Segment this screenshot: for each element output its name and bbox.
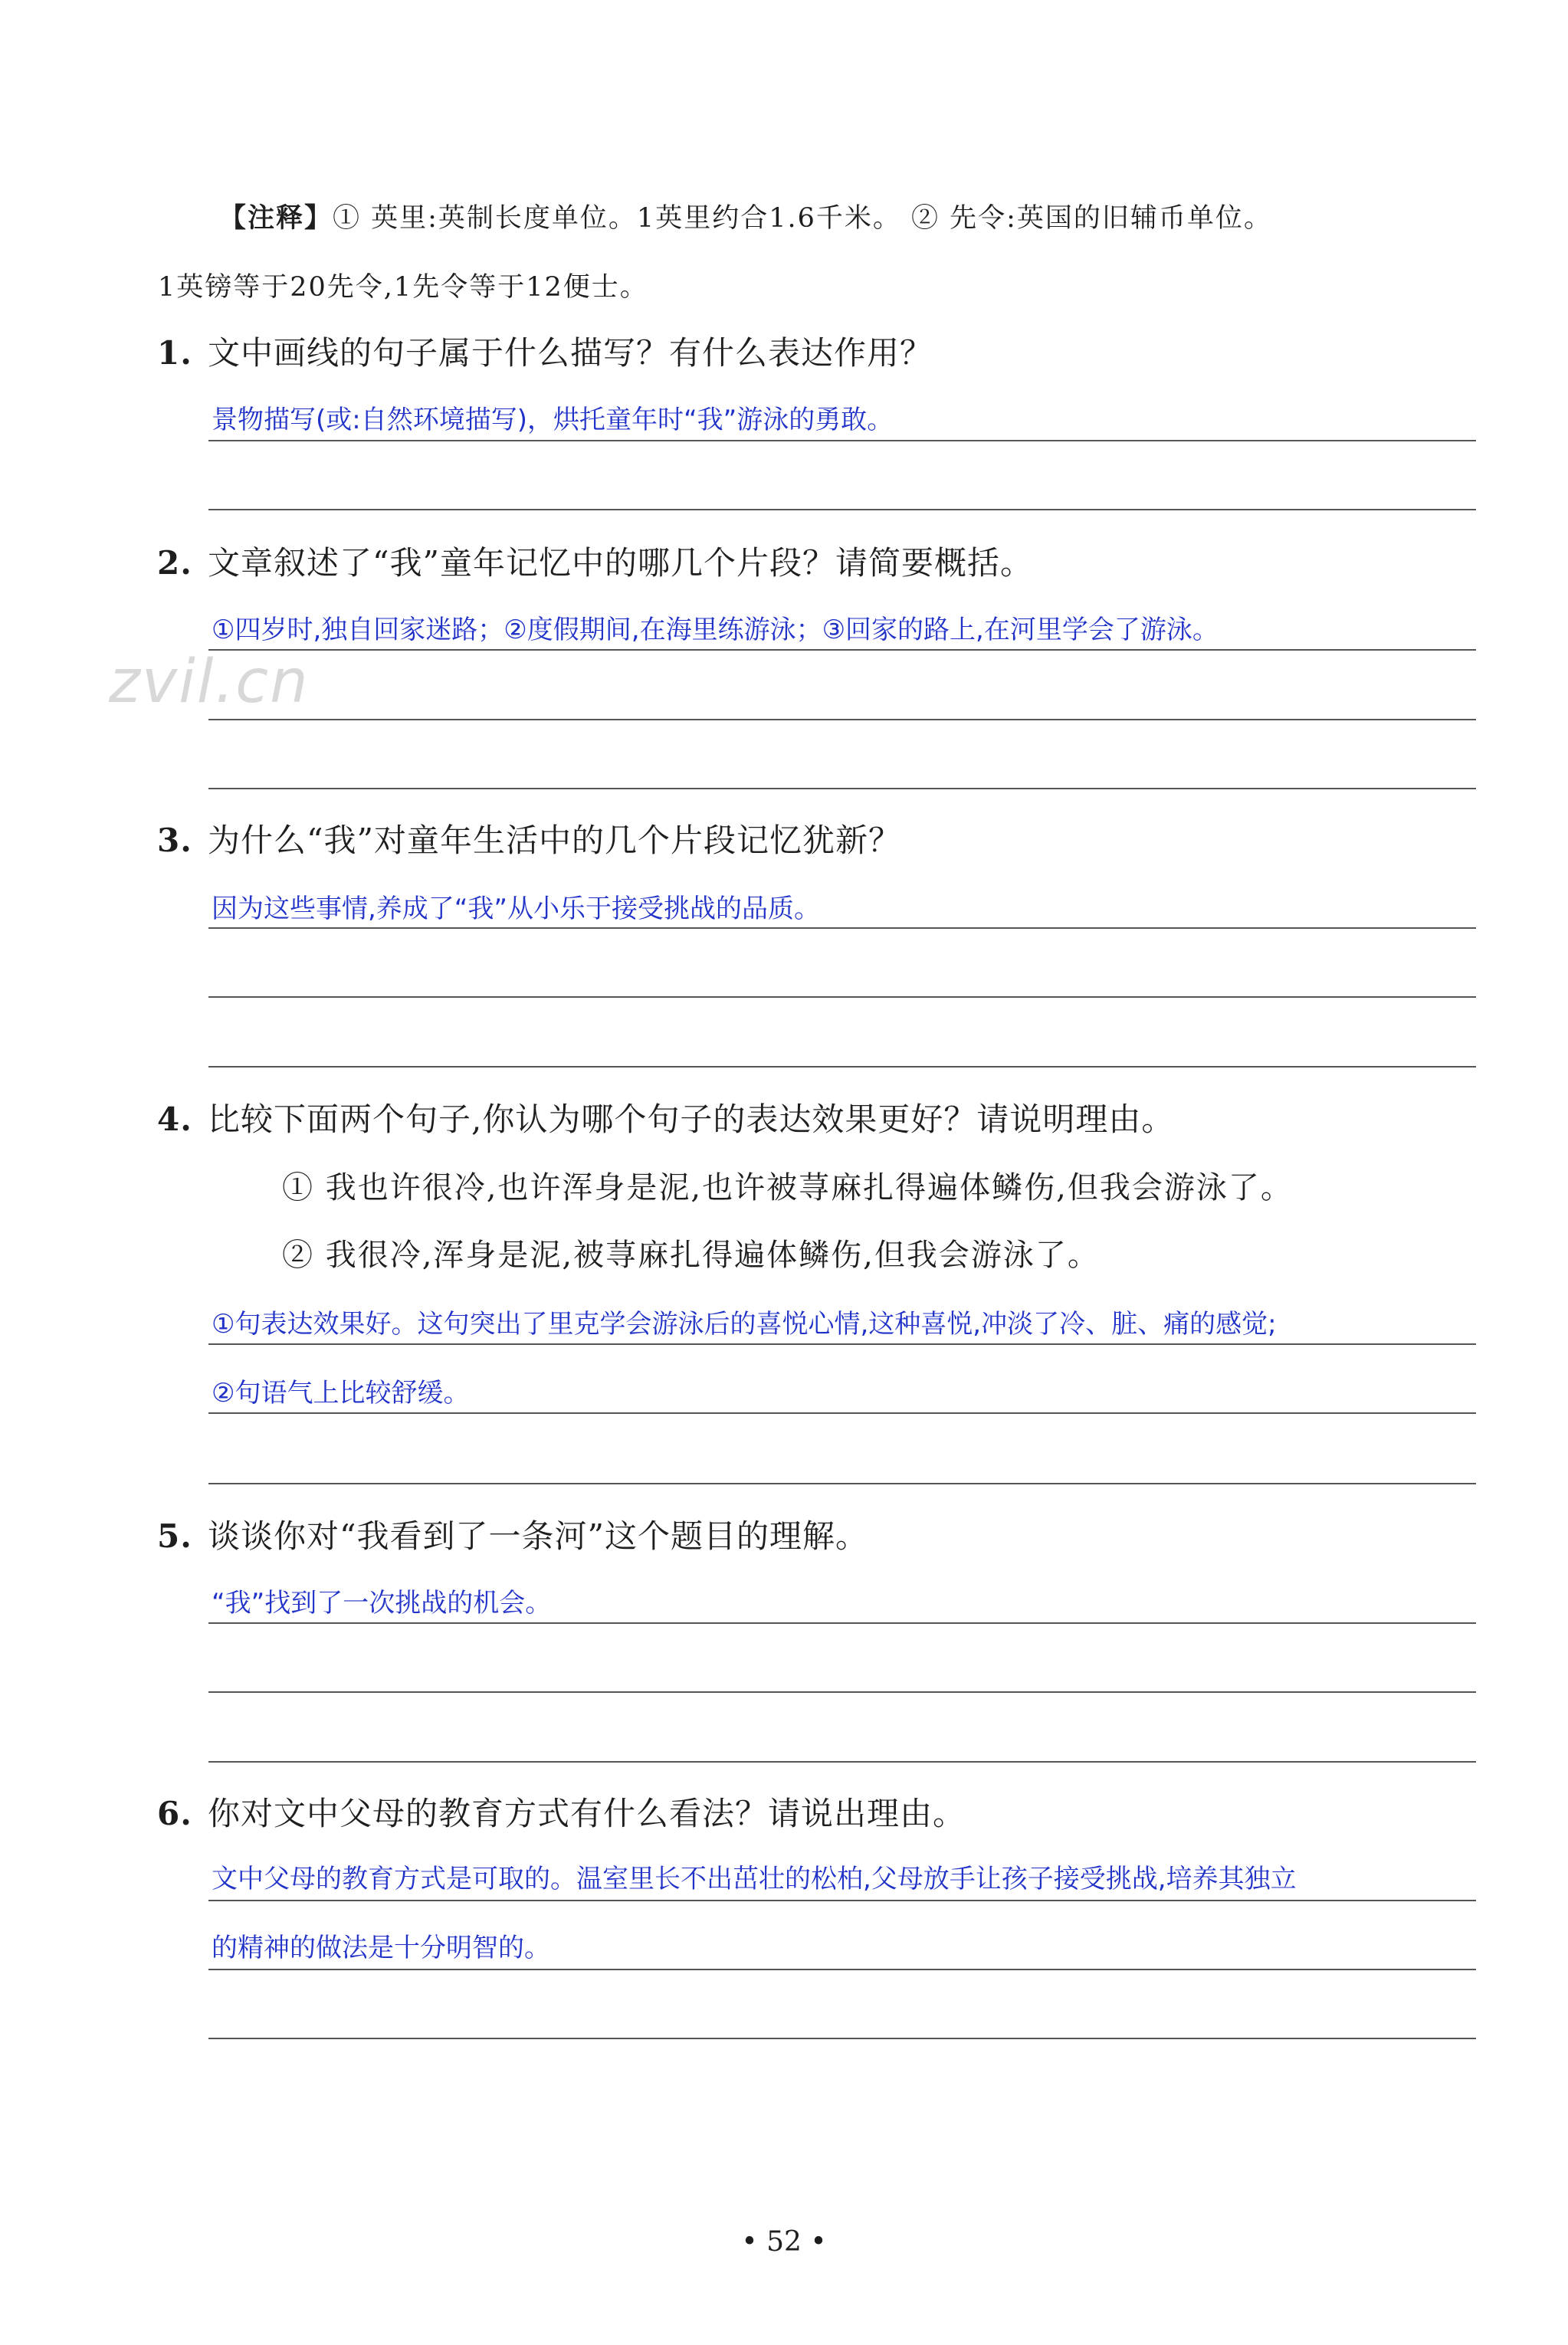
question-text: 比较下面两个句子,你认为哪个句子的表达效果更好？请说明理由。: [208, 1100, 1175, 1138]
answer-line: 景物描写(或:自然环境描写)，烘托童年时“我”游泳的勇敢。: [212, 405, 894, 435]
answer-rule: [208, 1900, 1476, 1901]
comparison-sentence-2: ② 我很冷,浑身是泥,被荨麻扎得遍体鳞伤,但我会游泳了。: [282, 1238, 1100, 1273]
question-2: [157, 538, 1033, 584]
question-text: 为什么“我”对童年生活中的几个片段记忆犹新？: [208, 822, 901, 859]
question-number: 5.: [157, 1517, 192, 1555]
answer-line: ①四岁时,独自回家迷路；②度假期间,在海里练游泳；③回家的路上,在河里学会了游泳。: [212, 615, 1219, 645]
answer-rule: [208, 1622, 1476, 1624]
question-5: [157, 1511, 868, 1557]
question-number: 6.: [157, 1795, 192, 1832]
answer-rule: [208, 719, 1476, 720]
note-line-1: ① 英里:英制长度单位。1英里约合1.6千米。 ② 先令:英国的旧辅币单位。: [333, 203, 1272, 234]
question-1: [157, 328, 933, 374]
answer-rule: [208, 1483, 1476, 1484]
answer-rule: [208, 649, 1476, 651]
note-lead: 【注释】: [219, 203, 333, 234]
question-text: 你对文中父母的教育方式有什么看法？请说出理由。: [208, 1795, 966, 1832]
answer-line: ①句表达效果好。这句突出了里克学会游泳后的喜悦心情,这种喜悦,冲淡了冷、脏、痛的感觉;: [212, 1309, 1277, 1340]
question-4: [157, 1094, 1174, 1140]
question-number: 3.: [157, 822, 192, 859]
question-text: 谈谈你对“我看到了一条河”这个题目的理解。: [208, 1517, 868, 1555]
answer-rule: [208, 927, 1476, 929]
answer-line: 因为这些事情,养成了“我”从小乐于接受挑战的品质。: [212, 894, 821, 924]
answer-rule: [208, 440, 1476, 441]
answer-rule: [208, 788, 1476, 789]
answer-rule: [208, 1969, 1476, 1970]
page-number: • 52 •: [741, 2226, 827, 2258]
annotation-note: [158, 184, 1514, 303]
answer-line: 的精神的做法是十分明智的。: [212, 1933, 550, 1963]
answer-rule: [208, 1066, 1476, 1068]
answer-rule: [208, 1343, 1476, 1345]
question-number: 4.: [157, 1100, 192, 1138]
question-6: [157, 1789, 966, 1835]
question-text: 文章叙述了“我”童年记忆中的哪几个片段？请简要概括。: [208, 544, 1033, 582]
answer-line: ②句语气上比较舒缓。: [212, 1378, 470, 1409]
question-number: 2.: [157, 544, 192, 582]
answer-rule: [208, 1691, 1476, 1693]
answer-line: “我”找到了一次挑战的机会。: [212, 1588, 552, 1619]
comparison-sentence-1: ① 我也许很冷,也许浑身是泥,也许被荨麻扎得遍体鳞伤,但我会游泳了。: [282, 1170, 1293, 1205]
question-text: 文中画线的句子属于什么描写？有什么表达作用？: [208, 334, 933, 372]
answer-rule: [208, 996, 1476, 998]
answer-rule: [208, 1761, 1476, 1763]
answer-line: 文中父母的教育方式是可取的。温室里长不出茁壮的松柏,父母放手让孩子接受挑战,培养其独立: [212, 1864, 1297, 1894]
question-number: 1.: [157, 334, 192, 372]
answer-rule: [208, 509, 1476, 510]
answer-rule: [208, 2038, 1476, 2039]
question-3: [157, 815, 901, 861]
answer-rule: [208, 1412, 1476, 1414]
watermark: zvil.cn: [109, 648, 310, 717]
note-line-2: 1英镑等于20先令,1先令等于12便士。: [158, 272, 648, 303]
